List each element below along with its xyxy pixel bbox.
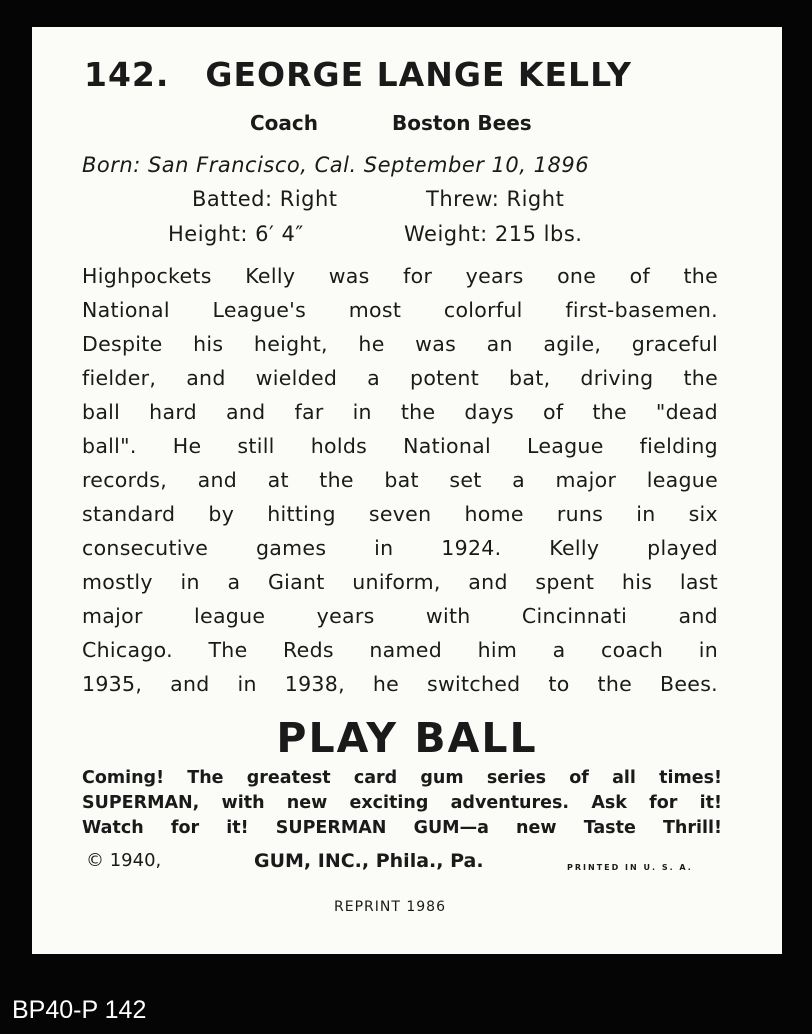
baseball-card-back [32, 27, 782, 954]
birth-info: Born: San Francisco, Cal. September 10, 1896 [82, 153, 590, 177]
player-biography [82, 259, 718, 701]
height-info: Height: 6′ 4″ [168, 222, 304, 246]
company-name: GUM, INC., Phila., Pa. [254, 850, 484, 872]
bio-line: Highpockets Kelly was for years one of the [82, 264, 718, 288]
catalog-label: BP40-P 142 [12, 996, 147, 1024]
threw-info: Threw: Right [426, 187, 565, 211]
promo-line: Watch for it! SUPERMAN GUM—a new Taste Thrill! [82, 818, 722, 838]
card-number: 142. [84, 55, 170, 94]
bio-line: fielder, and wielded a potent bat, driving the [82, 366, 718, 390]
batted-info: Batted: Right [192, 187, 338, 211]
bio-line: standard by hitting seven home runs in six [82, 502, 718, 526]
player-name: GEORGE LANGE KELLY [205, 55, 632, 94]
bio-line: ball". He still holds National League fielding [82, 434, 718, 458]
player-role: Coach [250, 111, 319, 135]
copyright-notice: © 1940, [86, 850, 162, 871]
promo-text [82, 766, 722, 841]
promo-line: Coming! The greatest card gum series of all times! [82, 768, 722, 788]
bio-line: consecutive games in 1924. Kelly played [82, 536, 718, 560]
bio-line: National League's most colorful first-basemen. [82, 298, 718, 322]
bio-line: 1935, and in 1938, he switched to the Bees. [82, 672, 718, 696]
bio-line: Despite his height, he was an agile, graceful [82, 332, 718, 356]
bio-line: ball hard and far in the days of the "dead [82, 400, 718, 424]
weight-info: Weight: 215 lbs. [404, 222, 583, 246]
bio-line: Chicago. The Reds named him a coach in [82, 638, 718, 662]
bio-line: major league years with Cincinnati and [82, 604, 718, 628]
bio-line: records, and at the bat set a major league [82, 468, 718, 492]
reprint-notice: REPRINT 1986 [334, 899, 446, 915]
printed-notice: PRINTED IN U. S. A. [567, 863, 693, 872]
promo-line: SUPERMAN, with new exciting adventures. Ask for it! [82, 793, 722, 813]
player-team: Boston Bees [392, 111, 532, 135]
card-title [84, 55, 632, 94]
play-ball-heading: PLAY BALL [276, 714, 538, 762]
bio-line: mostly in a Giant uniform, and spent his last [82, 570, 718, 594]
